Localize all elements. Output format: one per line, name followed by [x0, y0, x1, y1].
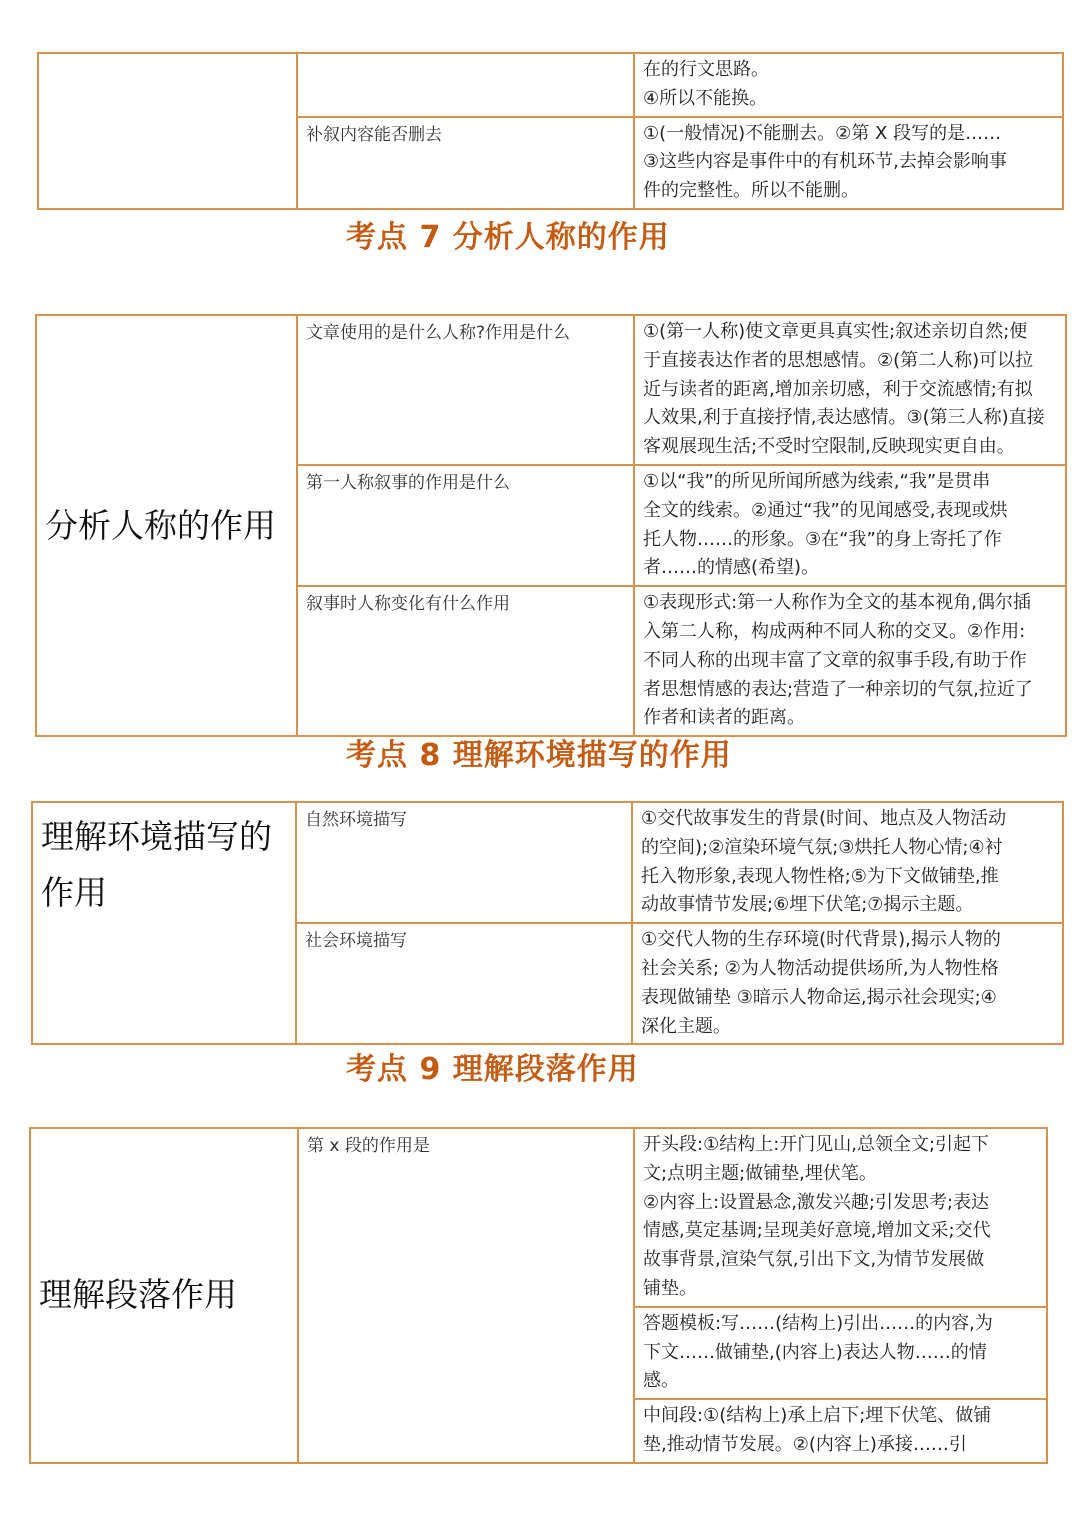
answer-cell: ①表现形式:第一人称作为全文的基本视角,偶尔插 入第二人称，构成两种不同人称的交叉。②作用: 不同人称的出现丰富了文章的叙事手段,有助于作 者思想情感的表达;营造了一种亲切的气氛,拉近了 作者和读者的距离。: [634, 586, 1066, 736]
question-cell: 叙事时人称变化有什么作用: [297, 586, 634, 736]
category-cell: 理解环境描写的 作用: [32, 802, 296, 1044]
blank-category-cell: [38, 53, 297, 209]
answer-cell: 在的行文思路。 ④所以不能换。: [634, 53, 1063, 117]
answer-cell: 开头段:①结构上:开门见山,总领全文;引起下 文;点明主题;做铺垫,埋伏笔。 ②内容上:设置悬念,激发兴趣;引发思考;表达 情感,莫定基调;呈现美好意境,增加文采;交代 故事背景,渲染气氛,引出下文,为情节发展做 铺垫。: [634, 1128, 1047, 1307]
question-cell: 文章使用的是什么人称?作用是什么: [297, 315, 634, 465]
question-cell: 社会环境描写: [296, 923, 632, 1044]
table-paragraph: [29, 1127, 1048, 1464]
section-heading-8: 考点 8 理解环境描写的作用: [346, 738, 732, 773]
answer-cell: ①(一般情况)不能删去。②第 X 段写的是…… ③这些内容是事件中的有机环节,去掉会影响事 件的完整性。所以不能删。: [634, 117, 1063, 209]
answer-cell: ①(第一人称)使文章更具真实性;叙述亲切自然;便 于直接表达作者的思想感情。②(第二人称)可以拉 近与读者的距离,增加亲切感，利于交流感情;有拟 人效果,利于直接抒情,表达感情。③(第三人称)直接 客观展现生活;不受时空限制,反映现实更自由。: [634, 315, 1066, 465]
category-cell: 理解段落作用: [30, 1128, 298, 1463]
question-cell: 自然环境描写: [296, 802, 632, 923]
answer-cell: 中间段:①(结构上)承上启下;埋下伏笔、做铺 垫,推动情节发展。②(内容上)承接……引: [634, 1399, 1047, 1463]
question-cell: 补叙内容能否删去: [297, 117, 634, 209]
continued-table: [37, 52, 1064, 210]
category-cell: 分析人称的作用: [36, 315, 297, 736]
section-heading-7: 考点 7 分析人称的作用: [346, 220, 670, 255]
question-cell: 第 x 段的作用是: [298, 1128, 634, 1463]
answer-cell: ①以“我”的所见所闻所感为线索,“我”是贯串 全文的线索。②通过“我”的见闻感受,表现或烘 托人物……的形象。③在“我”的身上寄托了作 者……的情感(希望)。: [634, 465, 1066, 586]
answer-cell: ①交代人物的生存环境(时代背景),揭示人物的 社会关系; ②为人物活动提供场所,为人物性格 表现做铺垫 ③暗示人物命运,揭示社会现实;④ 深化主题。: [632, 923, 1063, 1044]
answer-cell: ①交代故事发生的背景(时间、地点及人物活动 的空间);②渲染环境气氛;③烘托人物心情;④衬 托入物形象,表现人物性格;⑤为下文做铺垫,推 动故事情节发展;⑥埋下伏笔;⑦揭示主题。: [632, 802, 1063, 923]
table-environment: [31, 801, 1064, 1045]
blank-question-cell: [297, 53, 634, 117]
answer-cell: 答题模板:写……(结构上)引出……的内容,为 下文……做铺垫,(内容上)表达人物……的情 感。: [634, 1307, 1047, 1399]
table-person: [35, 314, 1067, 737]
section-heading-9: 考点 9 理解段落作用: [346, 1052, 639, 1087]
question-cell: 第一人称叙事的作用是什么: [297, 465, 634, 586]
